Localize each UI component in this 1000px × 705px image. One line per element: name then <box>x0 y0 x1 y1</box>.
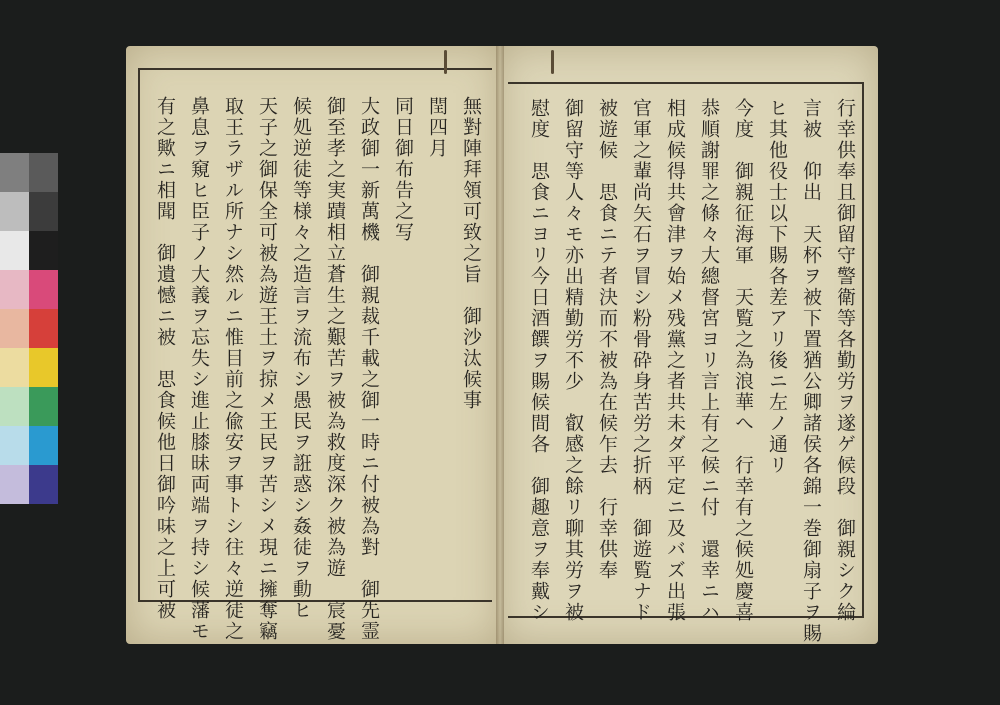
color-swatch <box>0 231 29 270</box>
color-swatch <box>29 192 58 231</box>
color-swatch <box>0 270 29 309</box>
text-column: 天子之御保全可被為遊王土ヲ掠メ王民ヲ苦シメ現ニ擁奪竊 <box>256 96 278 642</box>
text-column: 有之歟ニ相聞 御遺憾ニ被 思食候他日御吟味之上可被 <box>154 96 176 621</box>
color-swatch <box>29 387 58 426</box>
color-swatch <box>29 348 58 387</box>
color-swatch <box>29 231 58 270</box>
text-column: 無對陣拜領可致之旨 御沙汰候事 <box>460 96 482 411</box>
text-column: 慰度 思食ニヨリ今日酒饌ヲ賜候間各 御趣意ヲ奉戴シ <box>528 98 550 623</box>
color-swatch <box>29 309 58 348</box>
binding-thread <box>444 50 447 74</box>
right-page <box>500 46 878 644</box>
text-column: 言被 仰出 天杯ヲ被下置猶公卿諸侯各錦一巻御扇子ヲ賜 <box>800 98 822 644</box>
text-column: 被遊候 思食ニテ者決而不被為在候乍去 行幸供奉 <box>596 98 618 581</box>
text-column: 御至孝之実蹟相立蒼生之艱苦ヲ被為救度深ク被為遊 宸憂 <box>324 96 346 642</box>
text-column: 取王ラザル所ナシ然ルニ惟目前之偸安ヲ事トシ往々逆徒之 <box>222 96 244 642</box>
color-swatch <box>29 465 58 504</box>
book-spine <box>496 46 504 644</box>
text-column: 候処逆徒等様々之造言ヲ流布シ愚民ヲ誑惑シ姦徒ヲ動ヒ <box>290 96 312 621</box>
text-column: 大政御一新萬機 御親裁千載之御一時ニ付被為對 御先霊 <box>358 96 380 642</box>
color-swatch <box>0 465 29 504</box>
text-column: 御留守等人々モ亦出精勤労不少 叡感之餘リ聊其労ヲ被 <box>562 98 584 623</box>
open-book <box>126 46 878 644</box>
text-column: ヒ其他役士以下賜各差アリ後ニ左ノ通リ <box>766 98 788 476</box>
text-column: 相成候得共會津ヲ始メ残黨之者共未ダ平定ニ及バズ出張 <box>664 98 686 623</box>
color-swatch <box>0 309 29 348</box>
color-swatch <box>29 153 58 192</box>
text-column: 官軍之輩尚矢石ヲ冒シ粉骨砕身苦労之折柄 御遊覧ナド <box>630 98 652 623</box>
text-column: 行幸供奉且御留守警衛等各勤労ヲ遂ゲ候段 御親シク綸 <box>834 98 856 623</box>
color-swatch <box>0 192 29 231</box>
text-column: 恭順謝罪之條々大總督宮ヨリ言上有之候ニ付 還幸ニハ <box>698 98 720 623</box>
text-column: 同日御布告之写 <box>392 96 414 243</box>
color-swatch <box>29 426 58 465</box>
color-checker-strip <box>0 153 60 503</box>
left-page <box>126 46 500 644</box>
color-swatch <box>29 270 58 309</box>
text-column: 閏四月 <box>426 96 448 159</box>
color-swatch <box>0 426 29 465</box>
color-swatch <box>0 153 29 192</box>
color-swatch <box>0 387 29 426</box>
binding-thread <box>551 50 554 74</box>
color-swatch <box>0 348 29 387</box>
text-column: 今度 御親征海軍 天覧之為浪華へ 行幸有之候処慶喜 <box>732 98 754 623</box>
text-column: 鼻息ヲ窺ヒ臣子ノ大義ヲ忘失シ進止膝昧両端ヲ持シ候藩モ <box>188 96 210 642</box>
